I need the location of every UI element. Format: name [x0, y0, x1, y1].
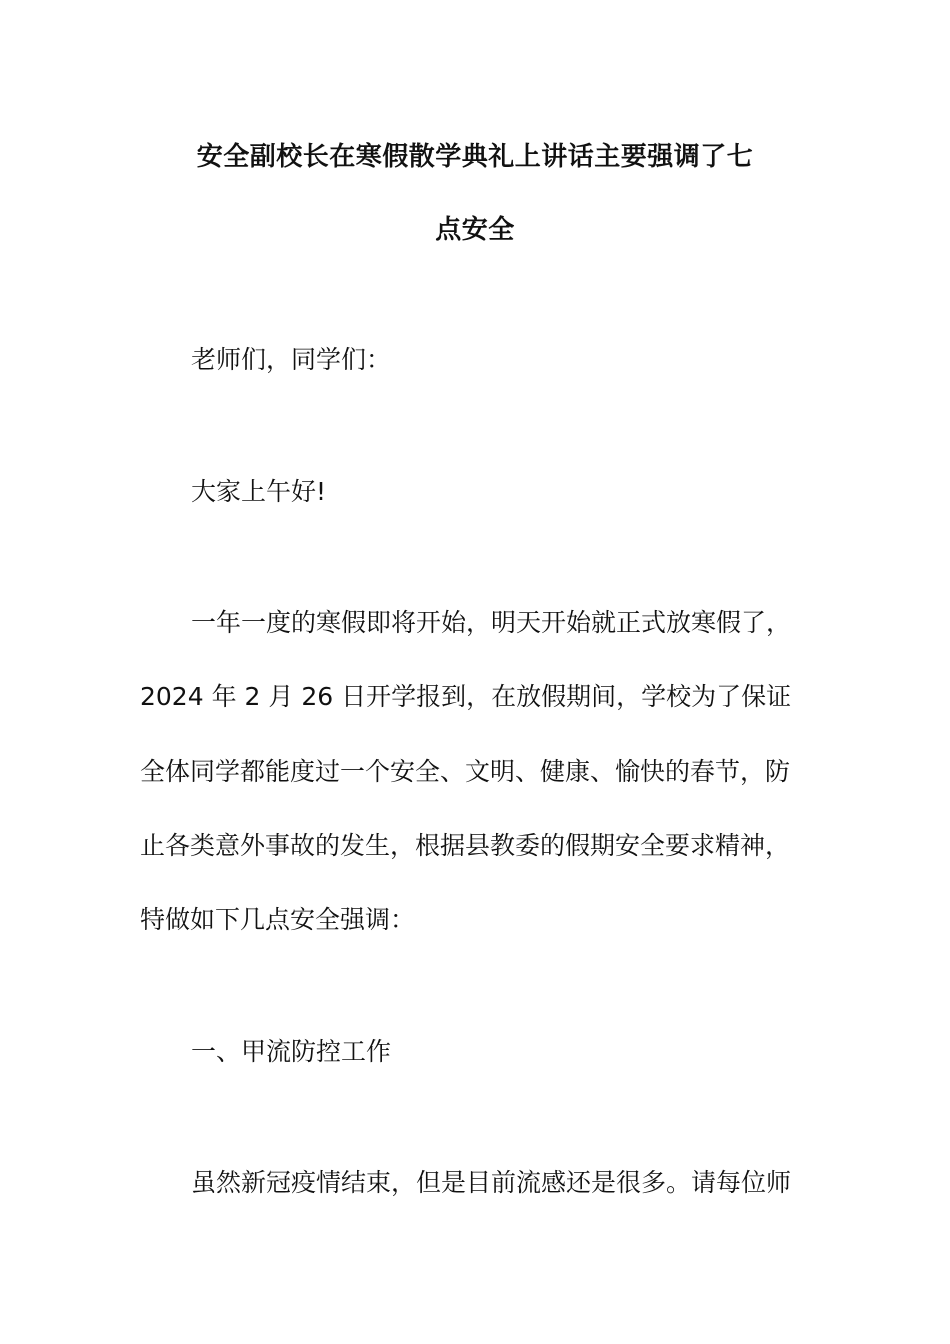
section-body-line-1: 虽然新冠疫情结束，但是目前流感还是很多。请每位师 [191, 1168, 792, 1197]
document-title-line-1: 安全副校长在寒假散学典礼上讲话主要强调了七 [196, 142, 754, 172]
intro-paragraph-line-1: 一年一度的寒假即将开始，明天开始就正式放寒假了， [191, 608, 792, 637]
section-heading: 一、甲流防控工作 [191, 1037, 392, 1066]
intro-paragraph-line-2: 2024 年 2 月 26 日开学报到，在放假期间，学校为了保证 [140, 682, 792, 711]
intro-paragraph-line-3: 全体同学都能度过一个安全、文明、健康、愉快的春节，防 [140, 757, 791, 786]
document-title-line-2: 点安全 [435, 215, 515, 245]
intro-paragraph-line-4: 止各类意外事故的发生，根据县教委的假期安全要求精神， [140, 831, 791, 860]
salutation: 老师们，同学们： [191, 345, 392, 374]
intro-paragraph-line-5: 特做如下几点安全强调： [140, 905, 416, 934]
greeting: 大家上午好! [191, 477, 327, 506]
